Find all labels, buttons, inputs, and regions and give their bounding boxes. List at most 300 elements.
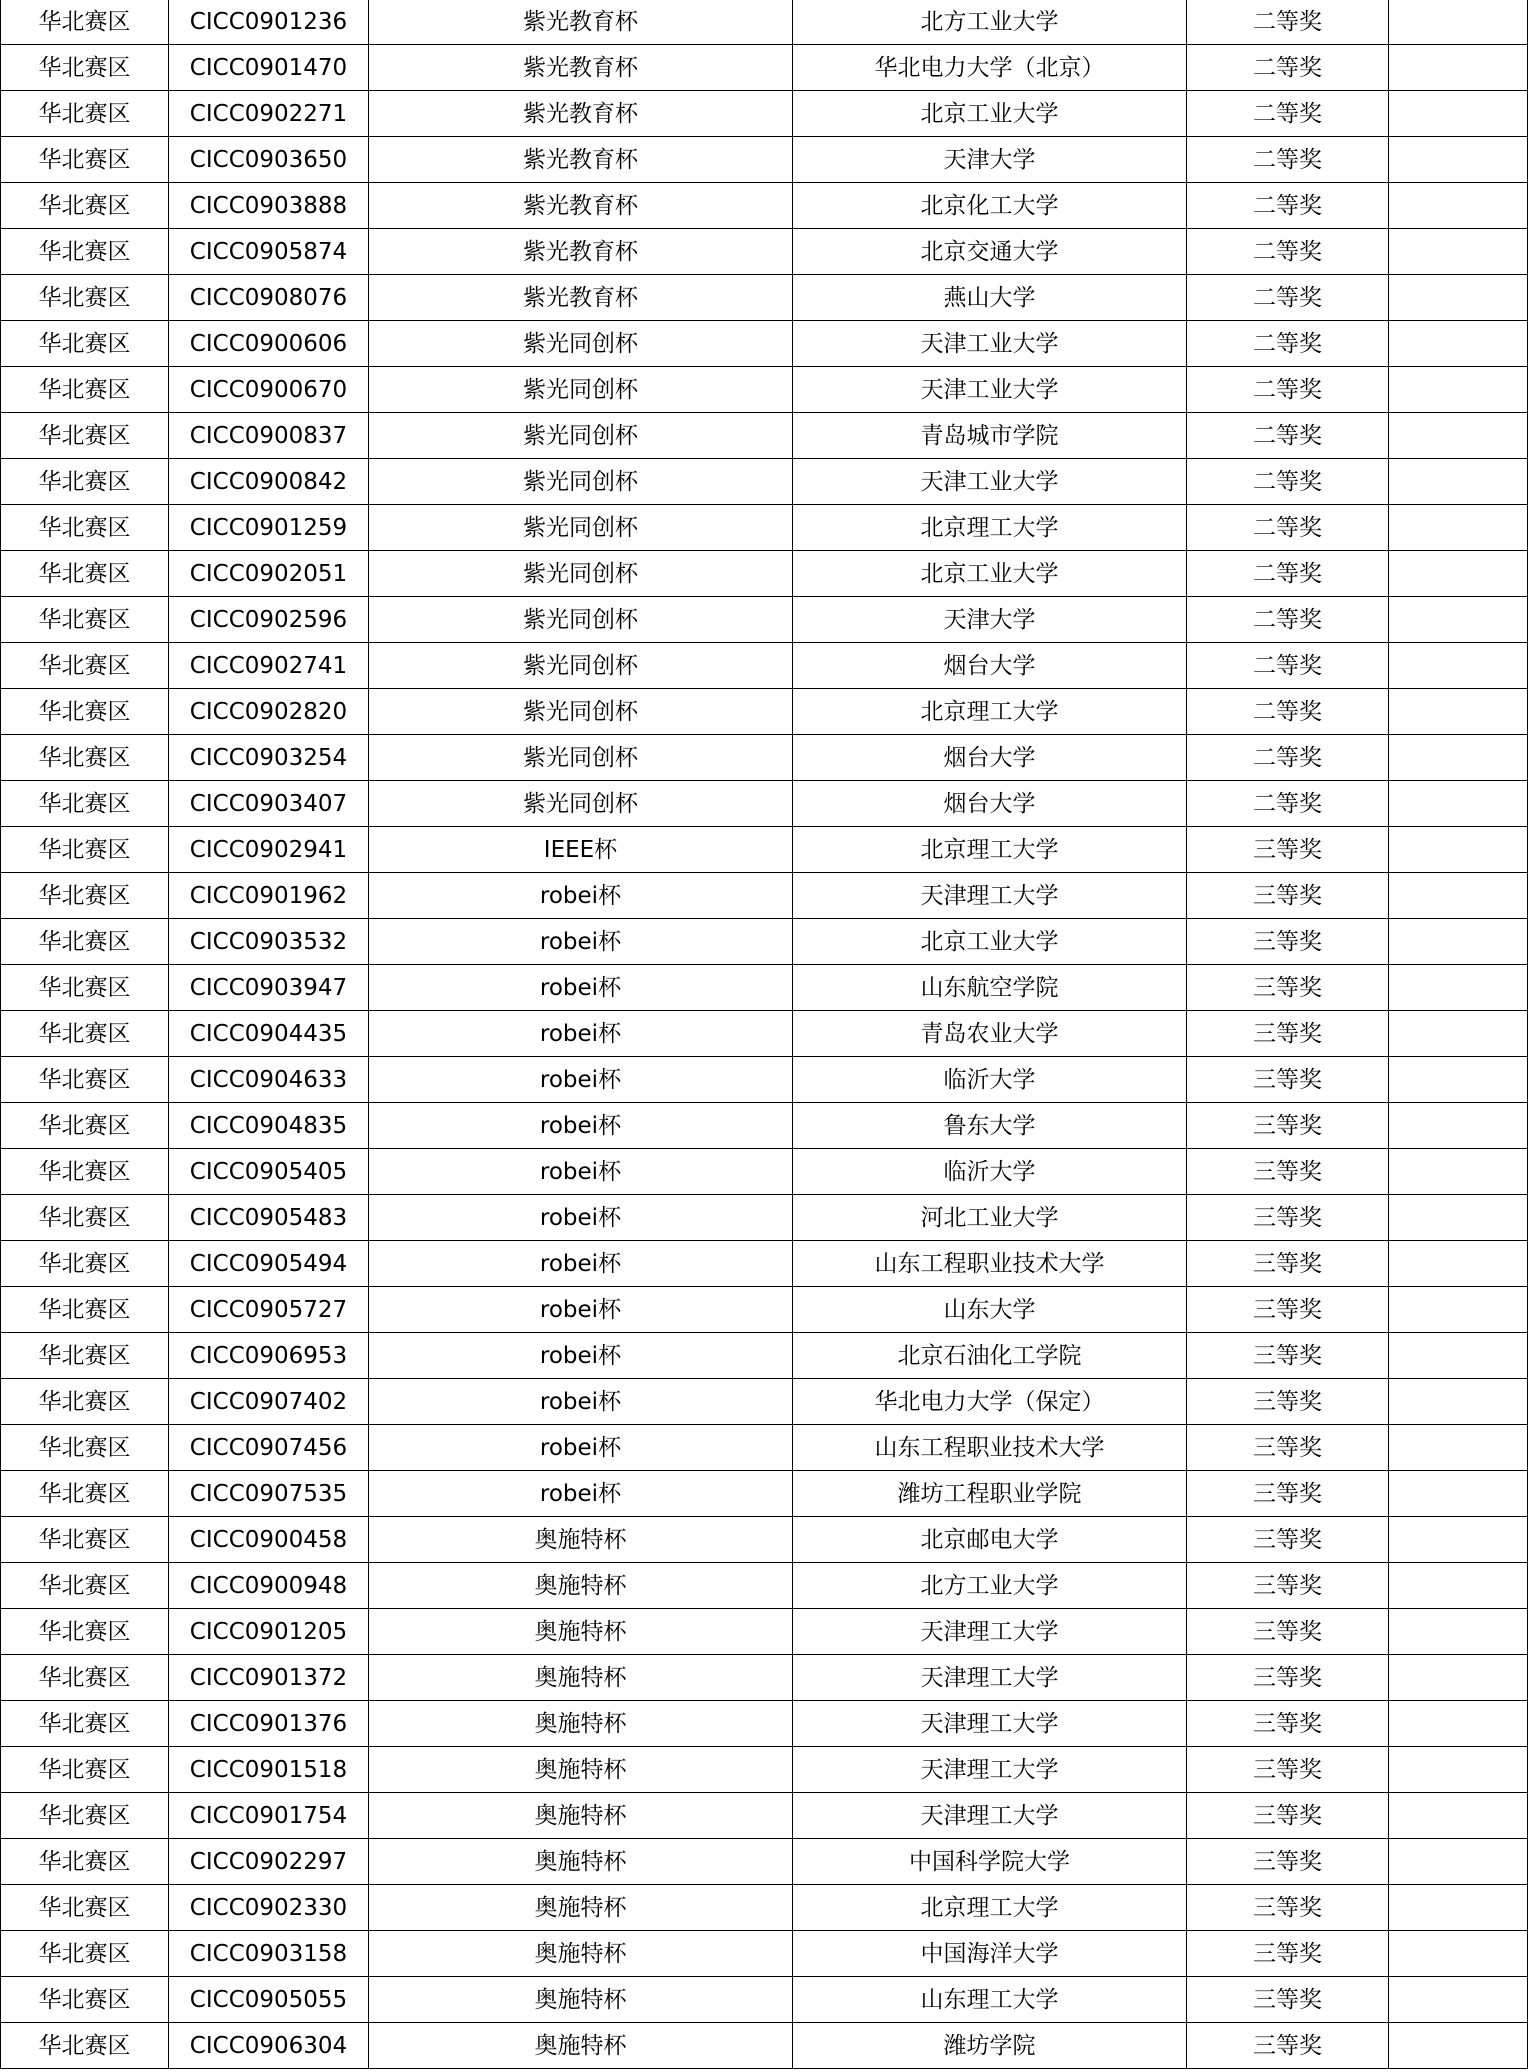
cup-cell: robei杯 <box>369 1333 793 1379</box>
region-cell: 华北赛区 <box>1 551 169 597</box>
award-cell: 二等奖 <box>1187 275 1389 321</box>
award-cell: 二等奖 <box>1187 413 1389 459</box>
note-cell <box>1389 965 1528 1011</box>
school-cell: 华北电力大学（保定） <box>793 1379 1187 1425</box>
cup-cell: 紫光教育杯 <box>369 91 793 137</box>
team-id-cell: CICC0901754 <box>169 1793 369 1839</box>
table-row <box>1 1195 1528 1241</box>
note-cell <box>1389 1149 1528 1195</box>
note-cell <box>1389 413 1528 459</box>
award-cell: 二等奖 <box>1187 229 1389 275</box>
note-cell <box>1389 551 1528 597</box>
region-cell: 华北赛区 <box>1 1011 169 1057</box>
team-id-cell: CICC0903650 <box>169 137 369 183</box>
award-cell: 三等奖 <box>1187 1839 1389 1885</box>
cup-cell: 奥施特杯 <box>369 1563 793 1609</box>
region-cell: 华北赛区 <box>1 321 169 367</box>
school-cell: 中国海洋大学 <box>793 1931 1187 1977</box>
region-cell: 华北赛区 <box>1 735 169 781</box>
cup-cell: 紫光同创杯 <box>369 735 793 781</box>
region-cell: 华北赛区 <box>1 689 169 735</box>
team-id-cell: CICC0902741 <box>169 643 369 689</box>
region-cell: 华北赛区 <box>1 1977 169 2023</box>
cup-cell: 紫光教育杯 <box>369 45 793 91</box>
cup-cell: 奥施特杯 <box>369 1839 793 1885</box>
school-cell: 山东理工大学 <box>793 1977 1187 2023</box>
region-cell: 华北赛区 <box>1 1103 169 1149</box>
cup-cell: robei杯 <box>369 1011 793 1057</box>
award-cell: 二等奖 <box>1187 183 1389 229</box>
school-cell: 鲁东大学 <box>793 1103 1187 1149</box>
table-row <box>1 1149 1528 1195</box>
school-cell: 青岛城市学院 <box>793 413 1187 459</box>
table-row <box>1 1747 1528 1793</box>
award-cell: 二等奖 <box>1187 781 1389 827</box>
school-cell: 北京化工大学 <box>793 183 1187 229</box>
award-cell: 二等奖 <box>1187 505 1389 551</box>
region-cell: 华北赛区 <box>1 229 169 275</box>
cup-cell: robei杯 <box>369 919 793 965</box>
region-cell: 华北赛区 <box>1 1885 169 1931</box>
school-cell: 临沂大学 <box>793 1149 1187 1195</box>
award-cell: 三等奖 <box>1187 827 1389 873</box>
table-row <box>1 597 1528 643</box>
note-cell <box>1389 1931 1528 1977</box>
team-id-cell: CICC0904633 <box>169 1057 369 1103</box>
region-cell: 华北赛区 <box>1 873 169 919</box>
cup-cell: robei杯 <box>369 1287 793 1333</box>
award-results-body <box>1 0 1528 2069</box>
team-id-cell: CICC0905405 <box>169 1149 369 1195</box>
school-cell: 临沂大学 <box>793 1057 1187 1103</box>
award-cell: 三等奖 <box>1187 1425 1389 1471</box>
region-cell: 华北赛区 <box>1 45 169 91</box>
school-cell: 中国科学院大学 <box>793 1839 1187 1885</box>
award-cell: 二等奖 <box>1187 0 1389 45</box>
award-cell: 三等奖 <box>1187 1379 1389 1425</box>
table-row <box>1 551 1528 597</box>
region-cell: 华北赛区 <box>1 965 169 1011</box>
cup-cell: 奥施特杯 <box>369 1517 793 1563</box>
table-row <box>1 827 1528 873</box>
region-cell: 华北赛区 <box>1 413 169 459</box>
region-cell: 华北赛区 <box>1 1563 169 1609</box>
team-id-cell: CICC0903947 <box>169 965 369 1011</box>
award-cell: 二等奖 <box>1187 551 1389 597</box>
region-cell: 华北赛区 <box>1 1931 169 1977</box>
cup-cell: 紫光教育杯 <box>369 275 793 321</box>
team-id-cell: CICC0901518 <box>169 1747 369 1793</box>
table-row <box>1 45 1528 91</box>
table-row <box>1 1333 1528 1379</box>
note-cell <box>1389 321 1528 367</box>
table-row <box>1 919 1528 965</box>
note-cell <box>1389 1195 1528 1241</box>
award-cell: 三等奖 <box>1187 1931 1389 1977</box>
school-cell: 烟台大学 <box>793 643 1187 689</box>
school-cell: 北京工业大学 <box>793 551 1187 597</box>
award-cell: 三等奖 <box>1187 1241 1389 1287</box>
team-id-cell: CICC0901236 <box>169 0 369 45</box>
school-cell: 烟台大学 <box>793 735 1187 781</box>
team-id-cell: CICC0901205 <box>169 1609 369 1655</box>
team-id-cell: CICC0908076 <box>169 275 369 321</box>
school-cell: 烟台大学 <box>793 781 1187 827</box>
school-cell: 河北工业大学 <box>793 1195 1187 1241</box>
school-cell: 北京理工大学 <box>793 1885 1187 1931</box>
cup-cell: robei杯 <box>369 1149 793 1195</box>
award-cell: 二等奖 <box>1187 137 1389 183</box>
team-id-cell: CICC0902596 <box>169 597 369 643</box>
team-id-cell: CICC0903888 <box>169 183 369 229</box>
team-id-cell: CICC0903532 <box>169 919 369 965</box>
award-cell: 三等奖 <box>1187 1333 1389 1379</box>
school-cell: 北方工业大学 <box>793 1563 1187 1609</box>
note-cell <box>1389 229 1528 275</box>
table-row <box>1 643 1528 689</box>
award-cell: 三等奖 <box>1187 1057 1389 1103</box>
note-cell <box>1389 1517 1528 1563</box>
award-cell: 三等奖 <box>1187 2023 1389 2069</box>
award-cell: 三等奖 <box>1187 1885 1389 1931</box>
table-row <box>1 459 1528 505</box>
award-cell: 三等奖 <box>1187 1793 1389 1839</box>
region-cell: 华北赛区 <box>1 505 169 551</box>
note-cell <box>1389 1471 1528 1517</box>
school-cell: 天津理工大学 <box>793 1701 1187 1747</box>
school-cell: 北京工业大学 <box>793 919 1187 965</box>
note-cell <box>1389 597 1528 643</box>
cup-cell: 奥施特杯 <box>369 1885 793 1931</box>
school-cell: 天津理工大学 <box>793 1747 1187 1793</box>
school-cell: 天津工业大学 <box>793 321 1187 367</box>
team-id-cell: CICC0902820 <box>169 689 369 735</box>
cup-cell: 奥施特杯 <box>369 1701 793 1747</box>
award-cell: 三等奖 <box>1187 919 1389 965</box>
region-cell: 华北赛区 <box>1 1517 169 1563</box>
region-cell: 华北赛区 <box>1 1839 169 1885</box>
award-cell: 三等奖 <box>1187 1517 1389 1563</box>
note-cell <box>1389 1747 1528 1793</box>
note-cell <box>1389 91 1528 137</box>
table-row <box>1 505 1528 551</box>
region-cell: 华北赛区 <box>1 1379 169 1425</box>
note-cell <box>1389 275 1528 321</box>
cup-cell: 紫光同创杯 <box>369 459 793 505</box>
cup-cell: 奥施特杯 <box>369 1747 793 1793</box>
team-id-cell: CICC0903158 <box>169 1931 369 1977</box>
team-id-cell: CICC0906953 <box>169 1333 369 1379</box>
table-row <box>1 1609 1528 1655</box>
note-cell <box>1389 873 1528 919</box>
school-cell: 北京理工大学 <box>793 505 1187 551</box>
team-id-cell: CICC0902941 <box>169 827 369 873</box>
award-cell: 二等奖 <box>1187 689 1389 735</box>
school-cell: 天津理工大学 <box>793 1609 1187 1655</box>
cup-cell: 紫光教育杯 <box>369 0 793 45</box>
school-cell: 山东大学 <box>793 1287 1187 1333</box>
school-cell: 青岛农业大学 <box>793 1011 1187 1057</box>
team-id-cell: CICC0901962 <box>169 873 369 919</box>
cup-cell: 奥施特杯 <box>369 1655 793 1701</box>
team-id-cell: CICC0907456 <box>169 1425 369 1471</box>
note-cell <box>1389 1563 1528 1609</box>
school-cell: 北京理工大学 <box>793 689 1187 735</box>
school-cell: 天津工业大学 <box>793 367 1187 413</box>
school-cell: 天津理工大学 <box>793 1793 1187 1839</box>
award-cell: 三等奖 <box>1187 1747 1389 1793</box>
table-row <box>1 1517 1528 1563</box>
award-cell: 二等奖 <box>1187 321 1389 367</box>
school-cell: 天津理工大学 <box>793 1655 1187 1701</box>
school-cell: 北京石油化工学院 <box>793 1333 1187 1379</box>
cup-cell: robei杯 <box>369 1057 793 1103</box>
team-id-cell: CICC0900842 <box>169 459 369 505</box>
table-row <box>1 965 1528 1011</box>
region-cell: 华北赛区 <box>1 2023 169 2069</box>
cup-cell: 紫光同创杯 <box>369 689 793 735</box>
team-id-cell: CICC0905494 <box>169 1241 369 1287</box>
table-row <box>1 1241 1528 1287</box>
note-cell <box>1389 1333 1528 1379</box>
region-cell: 华北赛区 <box>1 459 169 505</box>
note-cell <box>1389 1103 1528 1149</box>
note-cell <box>1389 689 1528 735</box>
note-cell <box>1389 1425 1528 1471</box>
table-row <box>1 689 1528 735</box>
table-row <box>1 1563 1528 1609</box>
table-row <box>1 1425 1528 1471</box>
table-row <box>1 1885 1528 1931</box>
table-row <box>1 1839 1528 1885</box>
region-cell: 华北赛区 <box>1 1241 169 1287</box>
cup-cell: robei杯 <box>369 1195 793 1241</box>
region-cell: 华北赛区 <box>1 781 169 827</box>
table-row <box>1 1931 1528 1977</box>
note-cell <box>1389 45 1528 91</box>
note-cell <box>1389 1701 1528 1747</box>
note-cell <box>1389 1839 1528 1885</box>
award-cell: 三等奖 <box>1187 1609 1389 1655</box>
school-cell: 北京工业大学 <box>793 91 1187 137</box>
region-cell: 华北赛区 <box>1 1057 169 1103</box>
region-cell: 华北赛区 <box>1 1425 169 1471</box>
table-row <box>1 735 1528 781</box>
cup-cell: robei杯 <box>369 1241 793 1287</box>
award-cell: 二等奖 <box>1187 643 1389 689</box>
table-row <box>1 1977 1528 2023</box>
cup-cell: 紫光同创杯 <box>369 643 793 689</box>
region-cell: 华北赛区 <box>1 1333 169 1379</box>
school-cell: 潍坊工程职业学院 <box>793 1471 1187 1517</box>
team-id-cell: CICC0901376 <box>169 1701 369 1747</box>
region-cell: 华北赛区 <box>1 367 169 413</box>
award-cell: 三等奖 <box>1187 1471 1389 1517</box>
cup-cell: 紫光同创杯 <box>369 505 793 551</box>
team-id-cell: CICC0900837 <box>169 413 369 459</box>
team-id-cell: CICC0902271 <box>169 91 369 137</box>
team-id-cell: CICC0905874 <box>169 229 369 275</box>
cup-cell: 紫光教育杯 <box>369 229 793 275</box>
table-row <box>1 137 1528 183</box>
school-cell: 天津大学 <box>793 597 1187 643</box>
team-id-cell: CICC0902051 <box>169 551 369 597</box>
table-row <box>1 1011 1528 1057</box>
cup-cell: 奥施特杯 <box>369 2023 793 2069</box>
cup-cell: 紫光同创杯 <box>369 781 793 827</box>
team-id-cell: CICC0900670 <box>169 367 369 413</box>
award-cell: 三等奖 <box>1187 1563 1389 1609</box>
table-row <box>1 91 1528 137</box>
region-cell: 华北赛区 <box>1 919 169 965</box>
cup-cell: 紫光教育杯 <box>369 183 793 229</box>
note-cell <box>1389 1609 1528 1655</box>
table-row <box>1 229 1528 275</box>
award-cell: 二等奖 <box>1187 459 1389 505</box>
table-row <box>1 275 1528 321</box>
note-cell <box>1389 505 1528 551</box>
cup-cell: robei杯 <box>369 1471 793 1517</box>
award-cell: 二等奖 <box>1187 597 1389 643</box>
team-id-cell: CICC0900458 <box>169 1517 369 1563</box>
award-cell: 三等奖 <box>1187 1103 1389 1149</box>
note-cell <box>1389 781 1528 827</box>
team-id-cell: CICC0907402 <box>169 1379 369 1425</box>
cup-cell: robei杯 <box>369 873 793 919</box>
note-cell <box>1389 137 1528 183</box>
school-cell: 天津理工大学 <box>793 873 1187 919</box>
region-cell: 华北赛区 <box>1 597 169 643</box>
table-row <box>1 1655 1528 1701</box>
region-cell: 华北赛区 <box>1 1471 169 1517</box>
region-cell: 华北赛区 <box>1 0 169 45</box>
team-id-cell: CICC0905727 <box>169 1287 369 1333</box>
note-cell <box>1389 919 1528 965</box>
award-cell: 三等奖 <box>1187 965 1389 1011</box>
region-cell: 华北赛区 <box>1 91 169 137</box>
note-cell <box>1389 183 1528 229</box>
note-cell <box>1389 827 1528 873</box>
cup-cell: robei杯 <box>369 1425 793 1471</box>
team-id-cell: CICC0904435 <box>169 1011 369 1057</box>
team-id-cell: CICC0901470 <box>169 45 369 91</box>
table-row <box>1 183 1528 229</box>
region-cell: 华北赛区 <box>1 1747 169 1793</box>
award-cell: 二等奖 <box>1187 91 1389 137</box>
table-row <box>1 1793 1528 1839</box>
note-cell <box>1389 367 1528 413</box>
table-row <box>1 0 1528 45</box>
award-cell: 二等奖 <box>1187 735 1389 781</box>
award-cell: 三等奖 <box>1187 1977 1389 2023</box>
note-cell <box>1389 643 1528 689</box>
table-row <box>1 1471 1528 1517</box>
note-cell <box>1389 459 1528 505</box>
cup-cell: 奥施特杯 <box>369 1609 793 1655</box>
team-id-cell: CICC0905483 <box>169 1195 369 1241</box>
cup-cell: 紫光同创杯 <box>369 321 793 367</box>
region-cell: 华北赛区 <box>1 1701 169 1747</box>
note-cell <box>1389 1885 1528 1931</box>
table-row <box>1 781 1528 827</box>
region-cell: 华北赛区 <box>1 1793 169 1839</box>
note-cell <box>1389 735 1528 781</box>
region-cell: 华北赛区 <box>1 643 169 689</box>
cup-cell: 奥施特杯 <box>369 1793 793 1839</box>
table-row <box>1 1379 1528 1425</box>
school-cell: 天津工业大学 <box>793 459 1187 505</box>
award-cell: 三等奖 <box>1187 1011 1389 1057</box>
cup-cell: robei杯 <box>369 1103 793 1149</box>
cup-cell: 紫光同创杯 <box>369 551 793 597</box>
cup-cell: robei杯 <box>369 1379 793 1425</box>
award-cell: 三等奖 <box>1187 873 1389 919</box>
school-cell: 潍坊学院 <box>793 2023 1187 2069</box>
team-id-cell: CICC0903254 <box>169 735 369 781</box>
table-row <box>1 413 1528 459</box>
school-cell: 山东工程职业技术大学 <box>793 1241 1187 1287</box>
note-cell <box>1389 1379 1528 1425</box>
cup-cell: 奥施特杯 <box>369 1977 793 2023</box>
table-row <box>1 1057 1528 1103</box>
school-cell: 山东工程职业技术大学 <box>793 1425 1187 1471</box>
school-cell: 燕山大学 <box>793 275 1187 321</box>
note-cell <box>1389 1793 1528 1839</box>
school-cell: 北方工业大学 <box>793 0 1187 45</box>
school-cell: 北京理工大学 <box>793 827 1187 873</box>
team-id-cell: CICC0907535 <box>169 1471 369 1517</box>
award-cell: 三等奖 <box>1187 1701 1389 1747</box>
region-cell: 华北赛区 <box>1 1655 169 1701</box>
team-id-cell: CICC0905055 <box>169 1977 369 2023</box>
cup-cell: 紫光同创杯 <box>369 597 793 643</box>
cup-cell: 紫光同创杯 <box>369 413 793 459</box>
school-cell: 华北电力大学（北京） <box>793 45 1187 91</box>
team-id-cell: CICC0901259 <box>169 505 369 551</box>
award-cell: 三等奖 <box>1187 1195 1389 1241</box>
team-id-cell: CICC0906304 <box>169 2023 369 2069</box>
award-cell: 三等奖 <box>1187 1149 1389 1195</box>
cup-cell: IEEE杯 <box>369 827 793 873</box>
team-id-cell: CICC0904835 <box>169 1103 369 1149</box>
table-row <box>1 1701 1528 1747</box>
team-id-cell: CICC0900948 <box>169 1563 369 1609</box>
table-row <box>1 873 1528 919</box>
school-cell: 北京交通大学 <box>793 229 1187 275</box>
region-cell: 华北赛区 <box>1 1149 169 1195</box>
note-cell <box>1389 1057 1528 1103</box>
region-cell: 华北赛区 <box>1 275 169 321</box>
award-cell: 二等奖 <box>1187 367 1389 413</box>
note-cell <box>1389 1011 1528 1057</box>
school-cell: 山东航空学院 <box>793 965 1187 1011</box>
team-id-cell: CICC0903407 <box>169 781 369 827</box>
team-id-cell: CICC0902330 <box>169 1885 369 1931</box>
region-cell: 华北赛区 <box>1 827 169 873</box>
award-cell: 三等奖 <box>1187 1287 1389 1333</box>
region-cell: 华北赛区 <box>1 137 169 183</box>
table-row <box>1 367 1528 413</box>
cup-cell: 奥施特杯 <box>369 1931 793 1977</box>
note-cell <box>1389 1977 1528 2023</box>
region-cell: 华北赛区 <box>1 1195 169 1241</box>
team-id-cell: CICC0901372 <box>169 1655 369 1701</box>
award-cell: 三等奖 <box>1187 1655 1389 1701</box>
team-id-cell: CICC0900606 <box>169 321 369 367</box>
note-cell <box>1389 2023 1528 2069</box>
note-cell <box>1389 1241 1528 1287</box>
note-cell <box>1389 0 1528 45</box>
